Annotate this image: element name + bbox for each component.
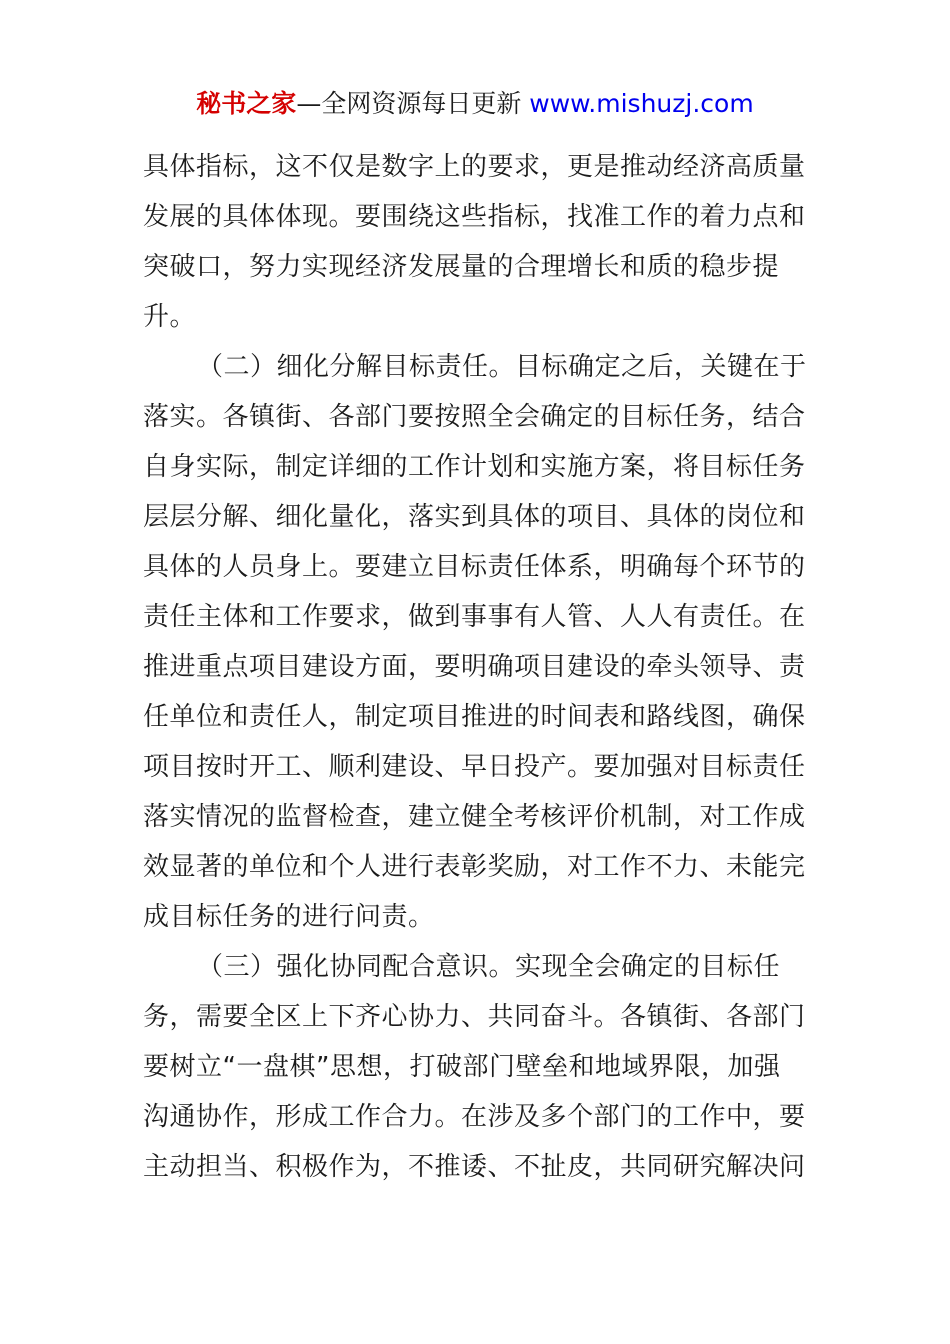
site-header: [0, 86, 950, 122]
text-line: 突破口，努力实现经济发展量的合理增长和质的稳步提: [143, 252, 780, 282]
header-tagline: 全网资源每日更新: [321, 89, 530, 118]
section-heading-line: （三）强化协同配合意识。实现全会确定的目标任: [197, 952, 781, 982]
text-line: 具体指标，这不仅是数字上的要求，更是推动经济高质量: [143, 152, 806, 182]
document-body: [143, 142, 807, 1192]
text-line: 升。: [143, 302, 197, 332]
text-line: 效显著的单位和个人进行表彰奖励，对工作不力、未能完: [143, 852, 806, 882]
text-line: 任单位和责任人，制定项目推进的时间表和路线图，确保: [143, 702, 806, 732]
text-line: 落实情况的监督检查，建立健全考核评价机制，对工作成: [143, 802, 806, 832]
brand-name: 秘书之家: [196, 89, 297, 118]
text-line: 具体的人员身上。要建立目标责任体系，明确每个环节的: [143, 552, 806, 582]
text-line: 责任主体和工作要求，做到事事有人管、人人有责任。在: [143, 602, 806, 632]
text-line: 成目标任务的进行问责。: [143, 902, 435, 932]
text-line: 落实。各镇街、各部门要按照全会确定的目标任务，结合: [143, 402, 806, 432]
text-line: 主动担当、积极作为，不推诿、不扯皮，共同研究解决问: [143, 1152, 806, 1182]
site-url-link[interactable]: www.mishuzj.com: [529, 89, 754, 118]
section-heading-line: （二）细化分解目标责任。目标确定之后，关键在于: [197, 352, 807, 382]
header-separator: —: [296, 89, 322, 118]
text-line: 发展的具体体现。要围绕这些指标，找准工作的着力点和: [143, 202, 806, 232]
text-line: 要树立“一盘棋”思想，打破部门壁垒和地域界限，加强: [143, 1052, 781, 1082]
text-line: 自身实际，制定详细的工作计划和实施方案，将目标任务: [143, 452, 806, 482]
text-line: 务，需要全区上下齐心协力、共同奋斗。各镇街、各部门: [143, 1002, 806, 1032]
text-line: 推进重点项目建设方面，要明确项目建设的牵头领导、责: [143, 652, 806, 682]
text-line: 沟通协作，形成工作合力。在涉及多个部门的工作中，要: [143, 1102, 806, 1132]
text-line: 项目按时开工、顺利建设、早日投产。要加强对目标责任: [143, 752, 806, 782]
text-line: 层层分解、细化量化，落实到具体的项目、具体的岗位和: [143, 502, 806, 532]
